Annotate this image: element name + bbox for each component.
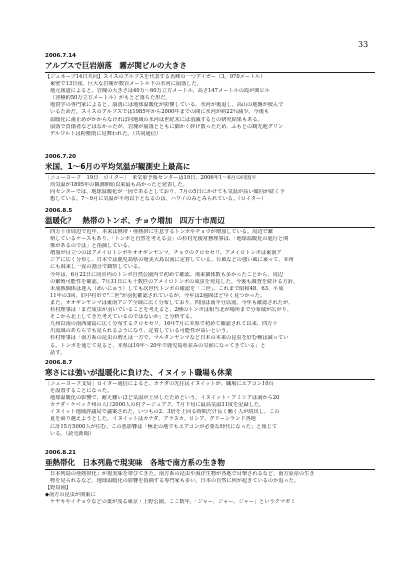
- article-title: 米国、1～6月の平均気温が観測史上最高に: [45, 162, 191, 171]
- article-title: アルプスで巨岩崩落 霧が関ビルの大きさ: [45, 61, 187, 70]
- article: [45, 154, 375, 203]
- body-line: 崩落で負傷者などはなかったが、岩塊が崩落とともに細かく砕け散ったため、ふもとの観光地グリン: [50, 123, 284, 130]
- body-line: そこから北上してきた考えているのではないか」と分析する。: [50, 314, 196, 321]
- body-line: いるためだ。スイスのアルプスでは1985年から2000年までの間に氷河が約22％減少。今後も: [50, 109, 270, 116]
- body-line: ケヤキやイチョウなどの葉が茂る東京・上野公園。ここ数年、「ジャー、ジャー、ジャー」というクマゼミ: [50, 499, 296, 506]
- body-line: ［ニューヨーク 19日 ロイター］ 米気象予報センターは19日、2006年1～6月の同国平: [45, 175, 257, 181]
- article: [45, 450, 375, 506]
- page-number: 33: [358, 40, 369, 49]
- body-line: 係があるのでは」と指摘している。: [50, 243, 134, 250]
- body-line: を設置することになった。: [50, 388, 113, 395]
- body-line: カナダ・ケベック州の人口2000人の村クージュアク。7月下旬に最高気温31度を記録した。: [50, 402, 265, 409]
- body-line: いる。（読売新聞）: [50, 430, 95, 437]
- article-body: [45, 74, 375, 138]
- body-line: 日本列島の亜熱帯化」が現実味を帯びてきた。南方系の昆虫や海洋生物が各地で目撃されるなど、南方原産の生き: [50, 471, 315, 477]
- article-date: 2006.7.20: [45, 154, 76, 160]
- body-line: にも飛来し一夜の割合で観察している。: [50, 264, 144, 271]
- body-line: 話す。: [50, 349, 66, 356]
- body-line: 東壁で13日夜、巨大な岩塊が数百メートル下の氷河に崩落した。: [50, 81, 202, 88]
- body-line: る。トンボを通じて見ると、本県は10年～20年で鹿児島県並みの気候になってきている」と: [50, 342, 266, 349]
- body-line: 川流域のあちらでも見られるようになり、定着している可能性が高いという。: [50, 328, 232, 335]
- title-underline: [45, 72, 375, 73]
- article-body: [45, 175, 375, 203]
- article-body: [45, 381, 375, 438]
- body-line: の繁殖可能性を確認。7月31日にも十数匹のアメイロトンボの成虫を発見した。今後も調査を続ける方針。: [50, 278, 299, 285]
- body-line: 【野鳥園】: [45, 485, 71, 492]
- article-date: 2006.8.5: [45, 208, 73, 214]
- article: [45, 53, 375, 138]
- body-line: 均気温が1895年の観測開始以来最も高かったと発表した。: [50, 182, 188, 189]
- body-line: 未成熟個体は迷入（めいにゅう）しても次世代トンボの確認を「二世」。これまで昭和48、63、平成: [50, 285, 284, 292]
- body-line: 地元報道によると、岩塊の大きさは40万～60万立方メートル。高さ147メートルの霞が関ビル: [50, 88, 270, 95]
- body-line: ［ニューヨーク支局］ロイター通信によると、カナダの先住民イヌイットが、職場にエアコン10台: [45, 381, 274, 387]
- body-line: 四万十市周辺で近年、本来は熱帯・亜熱帯に生息するトンボやチョウが増加している。周辺で繁: [50, 229, 273, 235]
- body-line: 増加が目立つのはアメイロトンボやオオギンヤンマ、チョウのクロセセリ。アメイロトンボは東南ア: [50, 250, 282, 257]
- article: [45, 208, 375, 357]
- title-underline: [45, 469, 375, 470]
- article-body: [45, 229, 375, 357]
- article-date: 2006.7.14: [45, 53, 76, 59]
- body-line: に計15万5000人が住む。この悪影響は「極北の地でもエアコンが必要な時代になった」と報じて: [50, 423, 278, 430]
- article-date: 2006.8.21: [45, 450, 76, 456]
- article-date: 2006.8.7: [45, 360, 73, 366]
- body-line: 物を見られるなど、地球温暖化の影響を指摘する専門家も多い。日本の自然に何が起きているのか追った。: [50, 478, 300, 485]
- title-underline: [45, 173, 375, 174]
- body-line: 11年の3回、旧中村市で"二世"が羽化確認されているが、今年は2週間ほど早く見つかった。: [50, 292, 266, 299]
- body-line: 夏を乗り越えようとした。イヌイットはカナダ、アラスカ、ロシア、グリーンランド各地: [50, 416, 256, 423]
- body-line: 殖しているケースもあり、「トンボと自然を考える会」の杉村光俊常務理事は、「地球温暖化の進行と関: [50, 236, 289, 243]
- body-line: 杉村理事は「まだ成虫が羽いでいることを考えると、2種のトンボは相当北が場所まで分布域が広がり、: [50, 307, 292, 314]
- body-line: 地球温暖化の影響で、耐え難いほど気温が上昇したためという。イヌイット・アミシアは満から20: [50, 395, 280, 402]
- article-body: [45, 471, 375, 506]
- body-line: デルワルトは粉塵雨に見舞われた。（共同通信）: [50, 130, 162, 137]
- title-underline: [45, 227, 375, 228]
- body-line: また、オオギンヤンマは東南アジア全域に広く分布しており、四国は南半分以南。今年も確認されたが、: [50, 299, 294, 306]
- body-line: 九州以南の南西諸島に広く分布するクロセセリ。16年7月に本県で初めて確認されて以来、四万十: [50, 321, 278, 328]
- article-title: 温暖化？ 熱帯のトンボ、チョウ増加 四万十市周辺: [45, 216, 225, 225]
- body-line: 杉村理事は「南方系の昆虫の増えは一方で、マルタンヤンマなど日本の本来の昆虫を好む種は減ってい: [50, 335, 289, 342]
- article-title: 亜熱帯化 日本列島で現実味 各地で南方系の生き物: [45, 458, 225, 467]
- body-line: 同センターでは、地球温暖化が一因であるとしており、7月の5日にかけても気温が高い傾向が続く予: [50, 189, 285, 196]
- article-title: 寒さには強いが温暖化に負けた、イヌイット職場も休業: [45, 368, 233, 377]
- title-underline: [45, 379, 375, 380]
- body-line: イヌイット地域評議局で議案された。いつもの2、3倍を上回る時間だけ長く働く人が続出し、この: [50, 409, 280, 416]
- body-line: 温暖化に歯止めがかからなければ同地域の氷河は世紀末には消滅するとの研究結果もある。: [50, 116, 263, 123]
- body-line: 【ジュネーブ14日共同】スイスのアルプスを代表する名峰の一つアイガー（3，970メートル）: [45, 74, 266, 80]
- body-line: （容積約50万立方メートル）がもとど落ちた形だ。: [50, 95, 171, 102]
- body-line: ◆南方の昆虫が関東に: [45, 492, 96, 499]
- body-line: ジアに広く分布し、日本では鹿児島県の奄美大島以南に定着している。台風などの強い風に乗って、本州: [50, 257, 294, 264]
- article: [45, 360, 375, 438]
- body-line: 今年は、6月22日に同市内のトンボ自然公園内で初めて確認。飛来個体数も多かったことから、周辺: [50, 271, 283, 278]
- body-line: 想している。7～9月に気温が平均以下となるのは、ハワイのみとみられている。（ロイター）: [50, 196, 267, 203]
- body-line: 地質学の専門家によると、崩落には地球温暖化が影響している。氷河が後退し、高山の地盤が緩んで: [50, 102, 284, 109]
